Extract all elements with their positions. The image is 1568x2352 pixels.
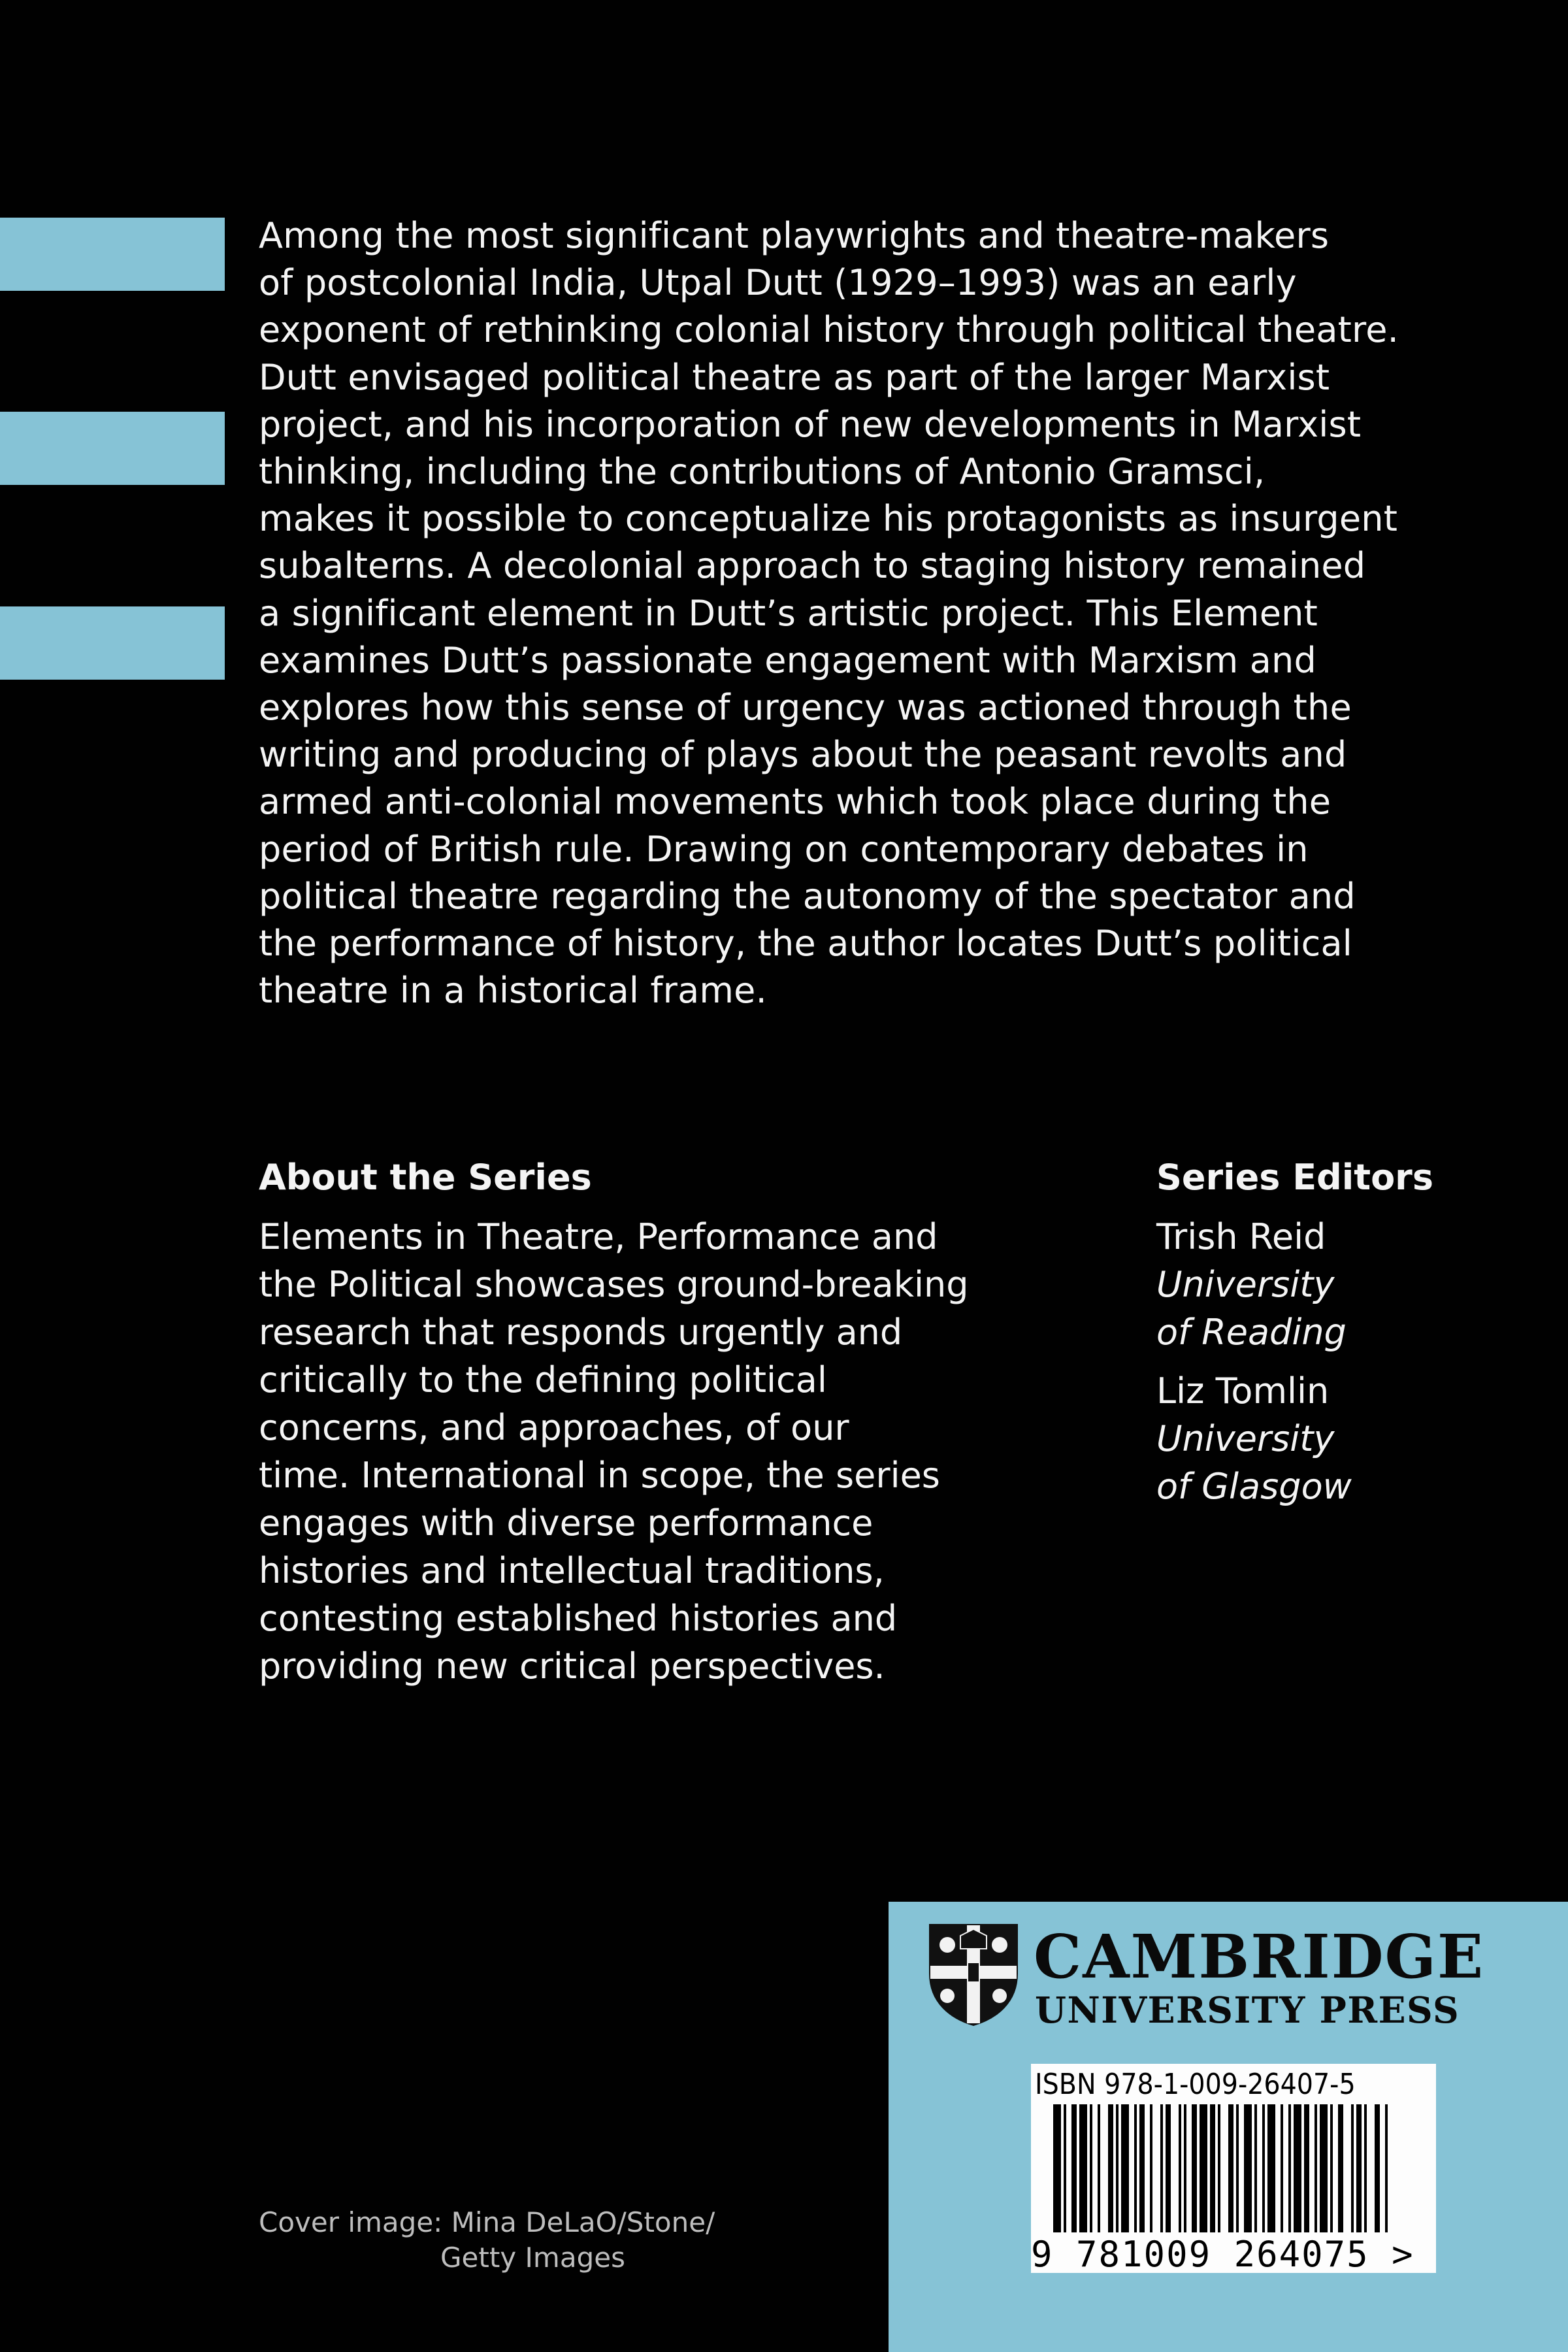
barcode-bar (1351, 2104, 1354, 2232)
description-line: explores how this sense of urgency was actioned through the (259, 687, 1352, 729)
barcode-digits: 9 781009 264075 > (1031, 2234, 1414, 2275)
editor-affiliation: University (1156, 1264, 1335, 1305)
isbn-barcode (1031, 2064, 1436, 2273)
description-line: political theatre regarding the autonomy of the spectator and (259, 875, 1356, 917)
barcode-bar (1192, 2104, 1197, 2232)
barcode-bar (1244, 2104, 1252, 2232)
editor-name: Trish Reid (1156, 1216, 1326, 1257)
barcode-bar (1108, 2104, 1113, 2232)
about-line: research that responds urgently and (259, 1312, 903, 1353)
description-line: thinking, including the contributions of Antonio Gramsci, (259, 451, 1266, 493)
barcode-bar (1121, 2104, 1129, 2232)
series-editor (1156, 1367, 1352, 1510)
description-line: armed anti-colonial movements which took place during the (259, 781, 1331, 823)
accent-bar-top (0, 218, 225, 291)
description-line: makes it possible to conceptualize his protagonists as insurgent (259, 498, 1398, 540)
barcode-bar (1064, 2104, 1066, 2232)
editor-affiliation: of Reading (1156, 1312, 1347, 1353)
about-line: critically to the defining political (259, 1359, 827, 1400)
barcode-bar (1262, 2104, 1265, 2232)
barcode-bar (1139, 2104, 1145, 2232)
description-line: writing and producing of plays about the peasant revolts and (259, 734, 1347, 776)
barcode-bar (1385, 2104, 1388, 2232)
barcode-bar (1079, 2104, 1087, 2232)
editor-affiliation: of Glasgow (1156, 1466, 1352, 1507)
barcode-bar (1294, 2104, 1301, 2232)
cover-image-credit (259, 2205, 715, 2276)
about-series-text (259, 1213, 1043, 1690)
barcode-bar (1090, 2104, 1092, 2232)
barcode-bar (1375, 2104, 1380, 2232)
barcode-bar (1166, 2104, 1171, 2232)
barcode-bar (1320, 2104, 1328, 2232)
publisher-panel (889, 1902, 1568, 2352)
editor-affiliation: University (1156, 1418, 1335, 1459)
barcode-bar (1218, 2104, 1220, 2232)
barcode-bar (1236, 2104, 1239, 2232)
barcode-bar (1160, 2104, 1163, 2232)
about-line: engages with diverse performance (259, 1502, 874, 1544)
barcode-bar (1228, 2104, 1233, 2232)
barcode-bar (1053, 2104, 1061, 2232)
description-line: Among the most significant playwrights and theatre-makers (259, 215, 1330, 256)
about-line: Elements in Theatre, Performance and (259, 1216, 938, 1257)
accent-bar-bottom (0, 606, 225, 680)
editor-name: Liz Tomlin (1156, 1370, 1330, 1412)
barcode-bar (1356, 2104, 1362, 2232)
description-line: project, and his incorporation of new developments in Marxist (259, 403, 1362, 445)
description-line: period of British rule. Drawing on contemporary debates in (259, 828, 1309, 870)
barcode-bar (1330, 2104, 1333, 2232)
about-line: providing new critical perspectives. (259, 1646, 885, 1687)
barcode-bar (1184, 2104, 1186, 2232)
about-line: the Political showcases ground-breaking (259, 1264, 969, 1305)
barcode-bar (1134, 2104, 1137, 2232)
publisher-name: CAMBRIDGE (1034, 1921, 1485, 1992)
barcode-bar (1338, 2104, 1343, 2232)
description-line: of postcolonial India, Utpal Dutt (1929–1993) was an early (259, 262, 1297, 304)
barcode-bar (1150, 2104, 1152, 2232)
barcode-bar (1281, 2104, 1283, 2232)
barcode-bar (1267, 2104, 1275, 2232)
barcode-bar (1116, 2104, 1119, 2232)
barcode-bar (1071, 2104, 1077, 2232)
description-line: examines Dutt’s passionate engagement with Marxism and (259, 639, 1316, 681)
university-shield-icon (928, 1923, 1019, 2027)
accent-bar-middle (0, 412, 225, 485)
barcode-bar (1200, 2104, 1207, 2232)
description-line: a significant element in Dutt’s artistic project. This Element (259, 592, 1318, 634)
book-description (259, 212, 1441, 1014)
series-editor (1156, 1213, 1347, 1356)
about-line: time. International in scope, the series (259, 1455, 940, 1496)
isbn-label: ISBN 978-1-009-26407-5 (1035, 2068, 1356, 2101)
barcode-bar (1098, 2104, 1100, 2232)
description-line: the performance of history, the author locates Dutt’s political (259, 923, 1352, 965)
barcode-bar (1364, 2104, 1367, 2232)
barcode-bar (1304, 2104, 1309, 2232)
description-line: subalterns. A decolonial approach to staging history remained (259, 545, 1366, 587)
description-line: Dutt envisaged political theatre as part of the larger Marxist (259, 356, 1330, 398)
barcode-bar (1254, 2104, 1257, 2232)
about-line: contesting established histories and (259, 1598, 898, 1639)
credit-line: Cover image: Mina DeLaO/Stone/ (259, 2206, 715, 2238)
credit-line: Getty Images (440, 2242, 625, 2274)
about-line: concerns, and approaches, of our (259, 1407, 849, 1448)
about-series-heading: About the Series (259, 1157, 592, 1198)
series-editors-heading: Series Editors (1156, 1157, 1433, 1198)
about-line: histories and intellectual traditions, (259, 1550, 885, 1591)
publisher-subtitle: UNIVERSITY PRESS (1035, 1989, 1460, 2031)
barcode-bar (1315, 2104, 1317, 2232)
barcode-bar (1210, 2104, 1215, 2232)
description-line: theatre in a historical frame. (259, 970, 767, 1012)
barcode-bar (1288, 2104, 1291, 2232)
barcode-bar (1179, 2104, 1181, 2232)
description-line: exponent of rethinking colonial history through political theatre. (259, 309, 1399, 351)
